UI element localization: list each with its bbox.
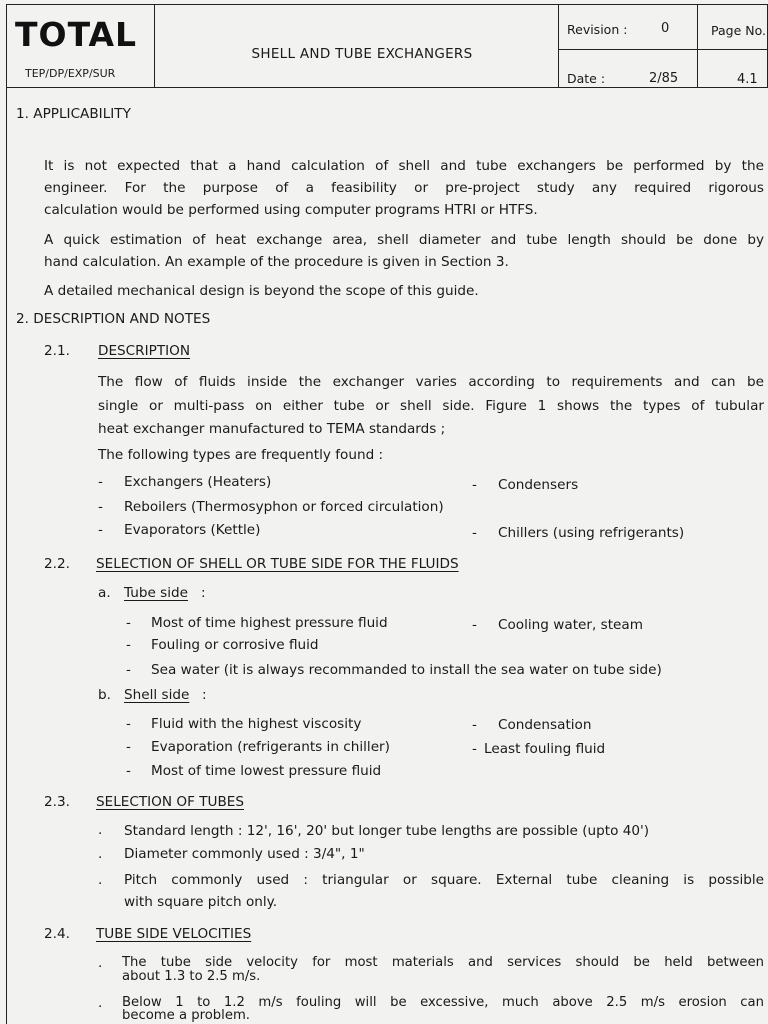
bullet: . — [98, 872, 103, 888]
paragraph-line: The following types are frequently found : — [98, 447, 384, 463]
list-dash: - — [472, 617, 477, 633]
list-item: Most of time highest pressure fluid — [151, 615, 388, 631]
list-item: Chillers (using refrigerants) — [498, 525, 685, 541]
list-dash: - — [126, 615, 131, 631]
paragraph-line: heat exchanger manufactured to TEMA standards ; — [98, 421, 446, 437]
list-item: Sea water (it is always recommanded to install the sea water on tube side) — [151, 662, 662, 678]
revision-label: Revision : — [567, 22, 628, 37]
list-dash: - — [126, 763, 131, 779]
bullet: . — [98, 995, 103, 1011]
list-item: Most of time lowest pressure fluid — [151, 763, 382, 779]
subsection-number: 2.2. — [44, 556, 70, 572]
list-item: Evaporation (refrigerants in chiller) — [151, 739, 390, 755]
paragraph-line: A detailed mechanical design is beyond the scope of this guide. — [44, 283, 479, 299]
list-dash: - — [126, 716, 131, 732]
paragraph-line: hand calculation. An example of the procedure is given in Section 3. — [44, 254, 509, 270]
revision-value: 0 — [661, 21, 670, 36]
list-item: Below 1 to 1.2 m/s fouling will be excessive, much above 2.5 m/s erosion can — [122, 995, 764, 1010]
section-heading: 1. APPLICABILITY — [16, 106, 131, 122]
document-title: SHELL AND TUBE EXCHANGERS — [251, 46, 473, 62]
paragraph-line: A quick estimation of heat exchange area, shell diameter and tube length should be done by — [44, 232, 764, 248]
list-item: Evaporators (Kettle) — [124, 522, 261, 538]
item-title: Shell side — [124, 687, 190, 703]
header-divider — [154, 5, 155, 87]
subsection-number: 2.1. — [44, 343, 70, 359]
list-item: Fouling or corrosive fluid — [151, 637, 319, 653]
list-item: Exchangers (Heaters) — [124, 474, 272, 490]
list-item: with square pitch only. — [124, 894, 278, 910]
subsection-number: 2.3. — [44, 794, 70, 810]
paragraph-line: calculation would be performed using computer programs HTRI or HTFS. — [44, 202, 538, 218]
list-item: Condensation — [498, 717, 592, 733]
date-value: 2/85 — [649, 71, 679, 86]
list-item: become a problem. — [122, 1008, 250, 1023]
list-item: Condensers — [498, 477, 579, 493]
list-item: Least fouling fluid — [484, 741, 606, 757]
list-dash: - — [98, 499, 103, 515]
paragraph-line: It is not expected that a hand calculation of shell and tube exchangers be performed by the — [44, 158, 764, 174]
subsection-title: TUBE SIDE VELOCITIES — [96, 926, 252, 942]
list-dash: - — [472, 477, 477, 493]
list-dash: - — [472, 741, 477, 757]
total-logo: TOTAL — [15, 15, 138, 54]
list-item: Pitch commonly used : triangular or square. External tube cleaning is possible — [124, 872, 764, 888]
paragraph-line: engineer. For the purpose of a feasibility or pre-project study any required rigorous — [44, 180, 764, 196]
list-item: Reboilers (Thermosyphon or forced circulation) — [124, 499, 444, 515]
list-item: The tube side velocity for most materials and services should be held between — [122, 955, 764, 970]
item-title: Tube side — [124, 585, 189, 601]
date-label: Date : — [567, 71, 606, 86]
subsection-title: SELECTION OF SHELL OR TUBE SIDE FOR THE FLUIDS — [96, 556, 459, 572]
list-dash: - — [98, 474, 103, 490]
list-item: Diameter commonly used : 3/4", 1" — [124, 846, 365, 862]
item-colon: : — [202, 687, 207, 703]
list-dash: - — [126, 662, 131, 678]
list-dash: - — [98, 522, 103, 538]
list-item: Cooling water, steam — [498, 617, 643, 633]
bullet: . — [98, 846, 103, 862]
paragraph-line: The flow of fluids inside the exchanger varies according to requirements and can be — [98, 374, 764, 390]
item-colon: : — [201, 585, 206, 601]
bullet: . — [98, 955, 103, 971]
header-divider — [697, 5, 698, 87]
list-dash: - — [472, 525, 477, 541]
page-number-label: Page No. — [711, 23, 766, 38]
left-margin-rule — [6, 88, 7, 1024]
subsection-title: DESCRIPTION — [98, 343, 191, 359]
list-item: Standard length : 12', 16', 20' but longer tube lengths are possible (upto 40') — [124, 823, 650, 839]
header-block — [6, 4, 768, 88]
subsection-number: 2.4. — [44, 926, 70, 942]
item-letter: b. — [98, 687, 111, 703]
list-dash: - — [126, 739, 131, 755]
page-number-value: 4.1 — [737, 72, 758, 87]
paragraph-line: single or multi-pass on either tube or shell side. Figure 1 shows the types of tubular — [98, 398, 764, 414]
item-letter: a. — [98, 585, 111, 601]
section-heading: 2. DESCRIPTION AND NOTES — [16, 311, 211, 327]
list-dash: - — [126, 637, 131, 653]
subsection-title: SELECTION OF TUBES — [96, 794, 245, 810]
list-dash: - — [472, 717, 477, 733]
header-divider — [558, 49, 767, 50]
list-item: about 1.3 to 2.5 m/s. — [122, 969, 261, 984]
list-item: Fluid with the highest viscosity — [151, 716, 362, 732]
bullet: . — [98, 822, 103, 838]
department-code: TEP/DP/EXP/SUR — [25, 67, 116, 80]
